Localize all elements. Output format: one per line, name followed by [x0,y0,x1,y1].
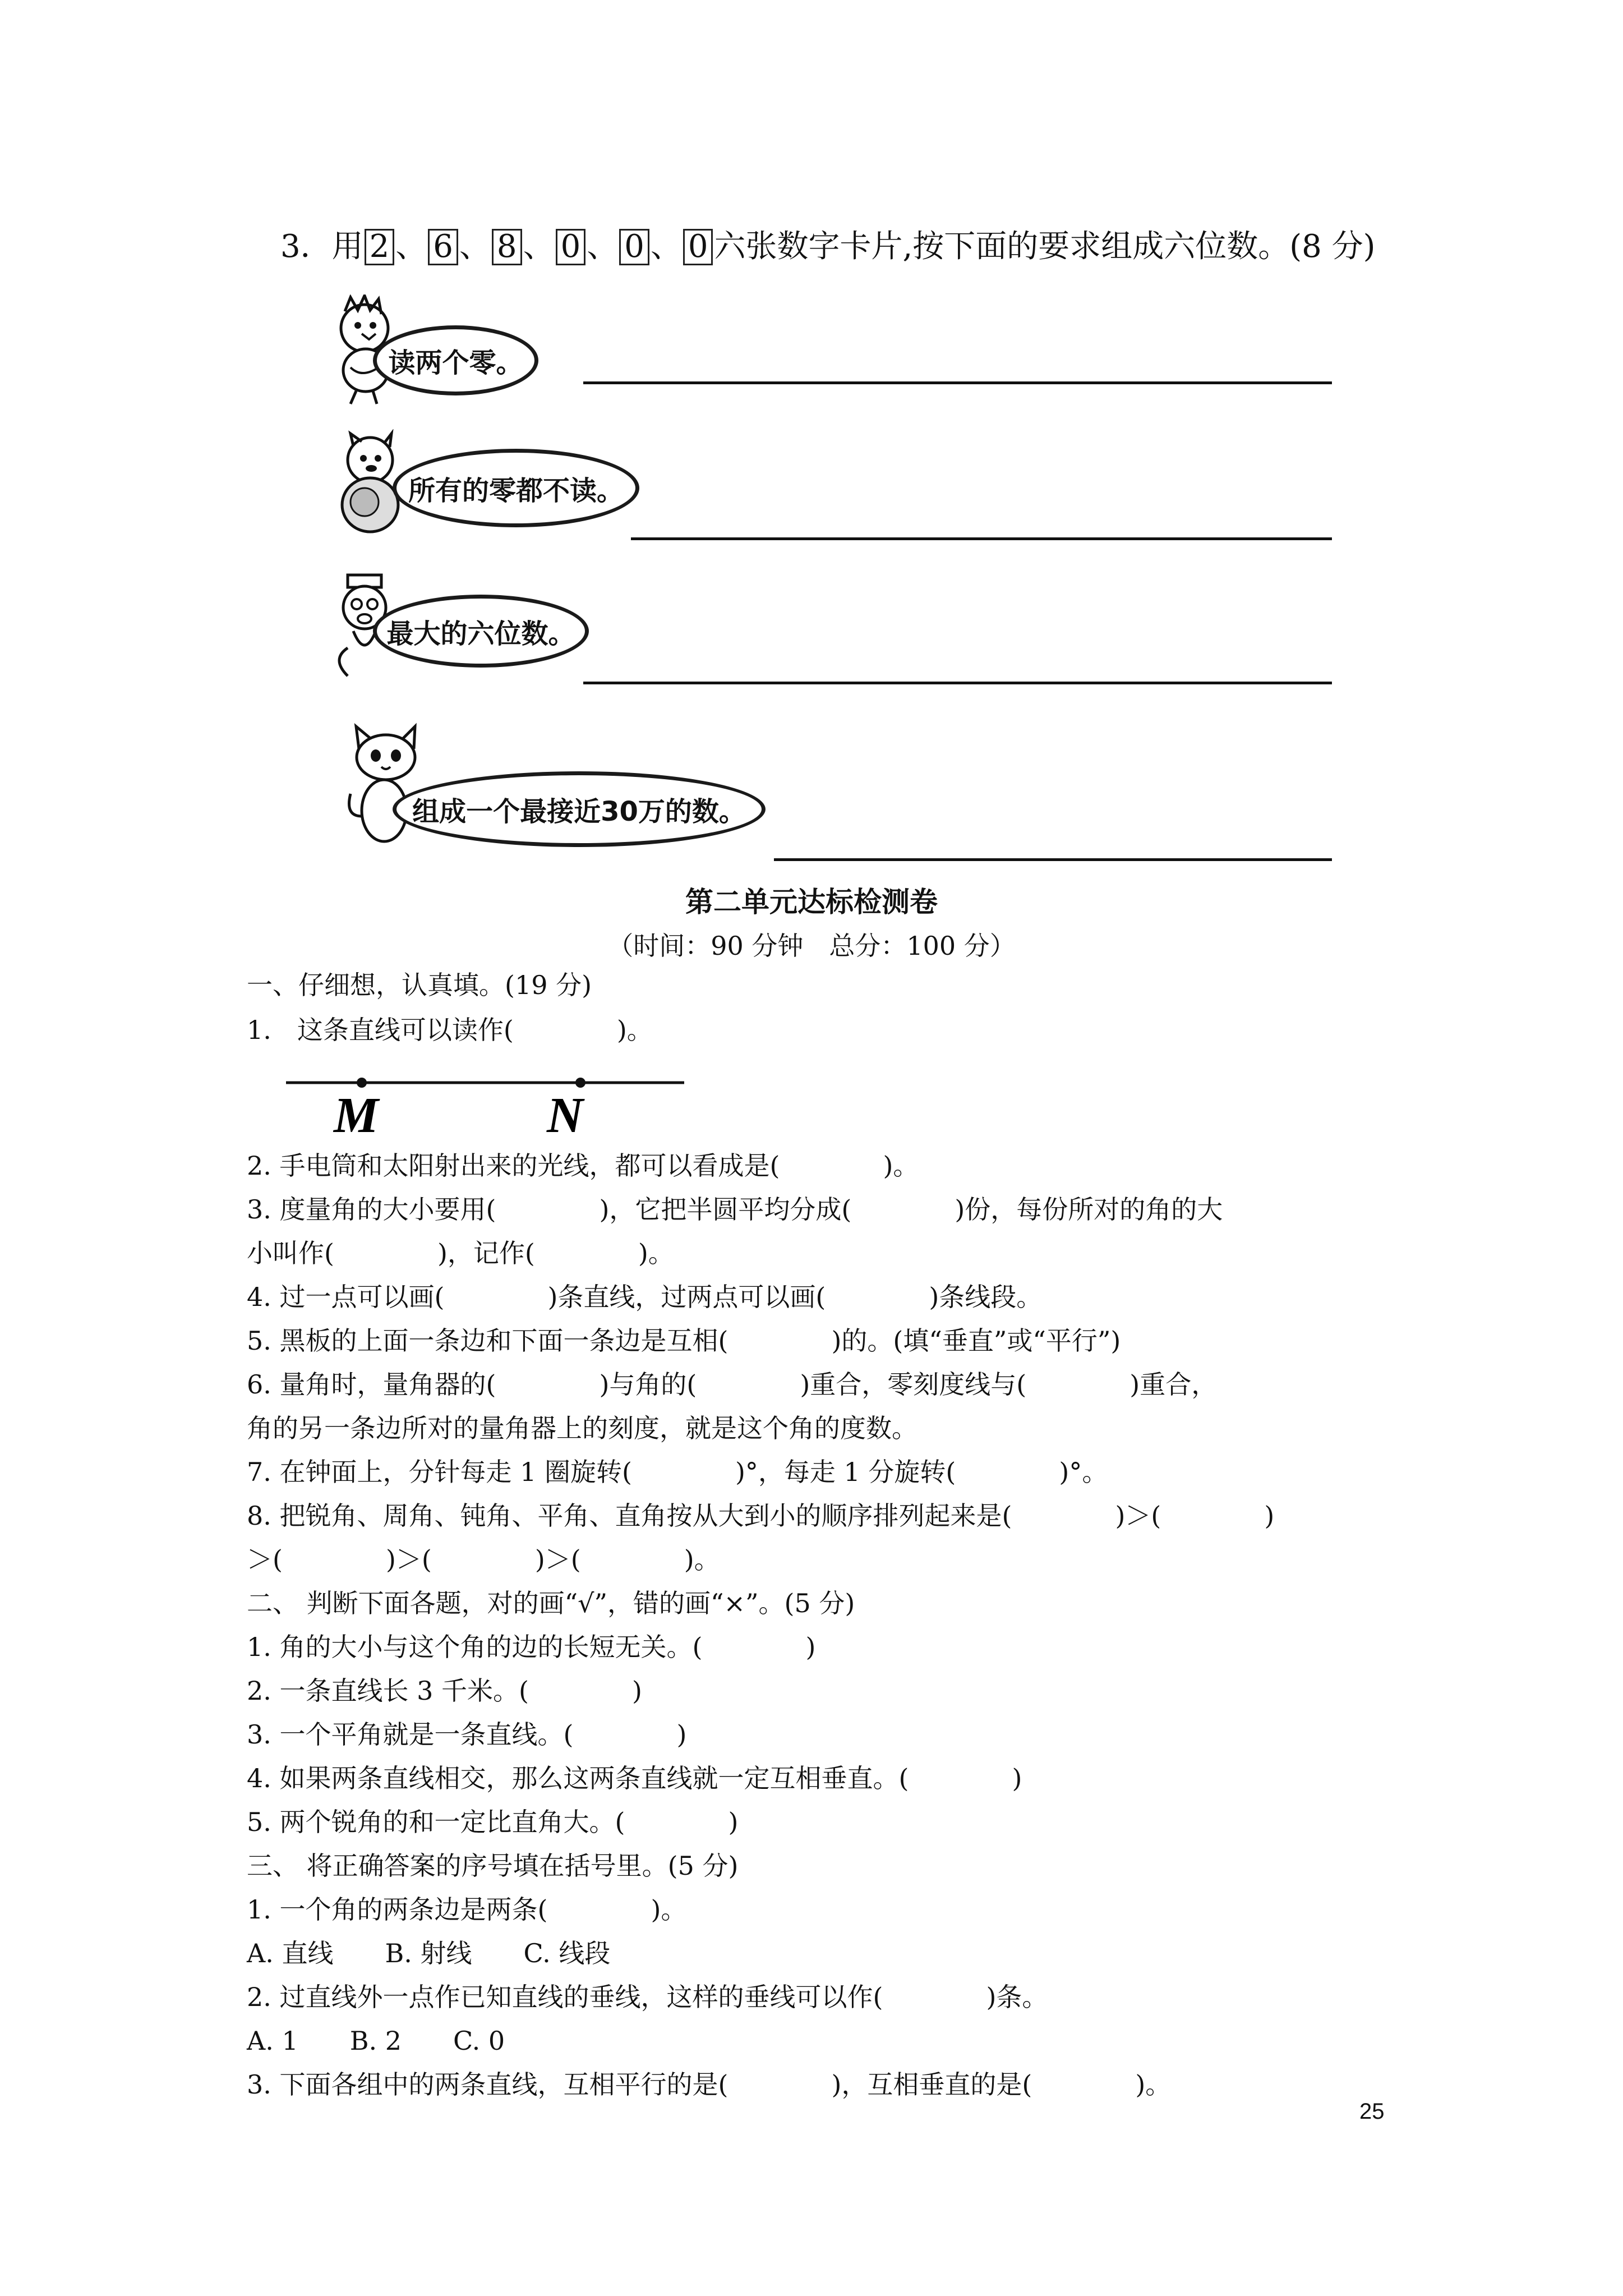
cat-illustration [342,721,432,850]
q3-suffix: 六张数字卡片,按下面的要求组成六位数。(8 分) [714,228,1376,265]
speech-bubble-read-two-zeros: 读两个零。 [373,325,538,395]
question-line: 7. 在钟面上，分针每走 1 圈旋转( )°，每走 1 分旋转( )°。 [247,1457,1108,1487]
question-line: 2. 过直线外一点作已知直线的垂线，这样的垂线可以作( )条。 [247,1982,1048,2012]
section-3-heading: 三、 将正确答案的序号填在括号里。(5 分) [247,1851,739,1881]
point-n-label: N [547,1088,583,1139]
q3-prefix: 3．用 [280,228,363,265]
question-line: 5. 两个锐角的和一定比直角大。( ) [247,1807,739,1837]
question-3-title: 3．用 2 、 6 、 8 、 0 、 0 、 0 六张数字卡片,按下面的要求组成六位数。(8 分) [280,228,1376,265]
speech-bubble-largest-six-digit: 最大的六位数。 [373,595,589,668]
question-line: 角的另一条边所对的量角器上的刻度，就是这个角的度数。 [247,1413,917,1443]
number-card: 0 [619,229,649,265]
page-number: 25 [1359,2099,1385,2124]
question-line: 4. 如果两条直线相交，那么这两条直线就一定互相垂直。( ) [247,1763,1022,1793]
question-line: 小叫作( )，记作( )。 [247,1238,674,1268]
question-line: 2. 手电筒和太阳射出来的光线，都可以看成是( )。 [247,1151,919,1181]
number-card: 8 [492,229,522,265]
point-m-label: M [334,1088,379,1139]
number-card: 0 [683,229,713,265]
answer-line-4 [774,858,1332,861]
question-line: 4. 过一点可以画( )条直线，过两点可以画( )条线段。 [247,1282,1043,1312]
speech-bubble-closest-to-300k: 组成一个最接近30万的数。 [393,771,766,847]
question-line: 5. 黑板的上面一条边和下面一条边是互相( )的。(填“垂直”或“平行”) [247,1326,1121,1356]
line-mn-figure [286,1060,690,1139]
question-line: 1. 这条直线可以读作( )。 [247,1015,653,1045]
number-card: 0 [556,229,586,265]
question-line: 1. 角的大小与这个角的边的长短无关。( ) [247,1632,816,1662]
unit-title: 第二单元达标检测卷 [685,885,938,918]
answer-options: A. 直线 B. 射线 C. 线段 [247,1938,611,1968]
question-line: 3. 一个平角就是一条直线。( ) [247,1719,687,1750]
question-line: 6. 量角时，量角器的( )与角的( )重合，零刻度线与( )重合， [247,1369,1218,1400]
unit-subtitle: （时间：90 分钟 总分：100 分） [607,931,1016,961]
question-line: 8. 把锐角、周角、钝角、平角、直角按从大到小的顺序排列起来是( )＞( ) [247,1501,1275,1531]
question-line: 3. 下面各组中的两条直线，互相平行的是( )，互相垂直的是( )。 [247,2069,1172,2100]
question-line: 2. 一条直线长 3 千米。( ) [247,1676,642,1706]
number-card: 2 [365,229,395,265]
section-1-heading: 一、仔细想，认真填。(19 分) [247,970,592,1000]
question-line: 1. 一个角的两条边是两条( )。 [247,1894,687,1925]
question-line: 3. 度量角的大小要用( )，它把半圆平均分成( )份，每份所对的角的大 [247,1194,1223,1225]
answer-options: A. 1 B. 2 C. 0 [247,2026,505,2056]
answer-line-1 [583,381,1332,384]
speech-bubble-no-zeros-read: 所有的零都不读。 [393,449,639,527]
section-2-heading: 二、 判断下面各题，对的画“√”，错的画“×”。(5 分) [247,1588,855,1618]
question-line: ＞( )＞( )＞( )。 [247,1544,720,1575]
answer-line-2 [631,537,1332,540]
answer-line-3 [583,682,1332,684]
number-card: 6 [428,229,458,265]
